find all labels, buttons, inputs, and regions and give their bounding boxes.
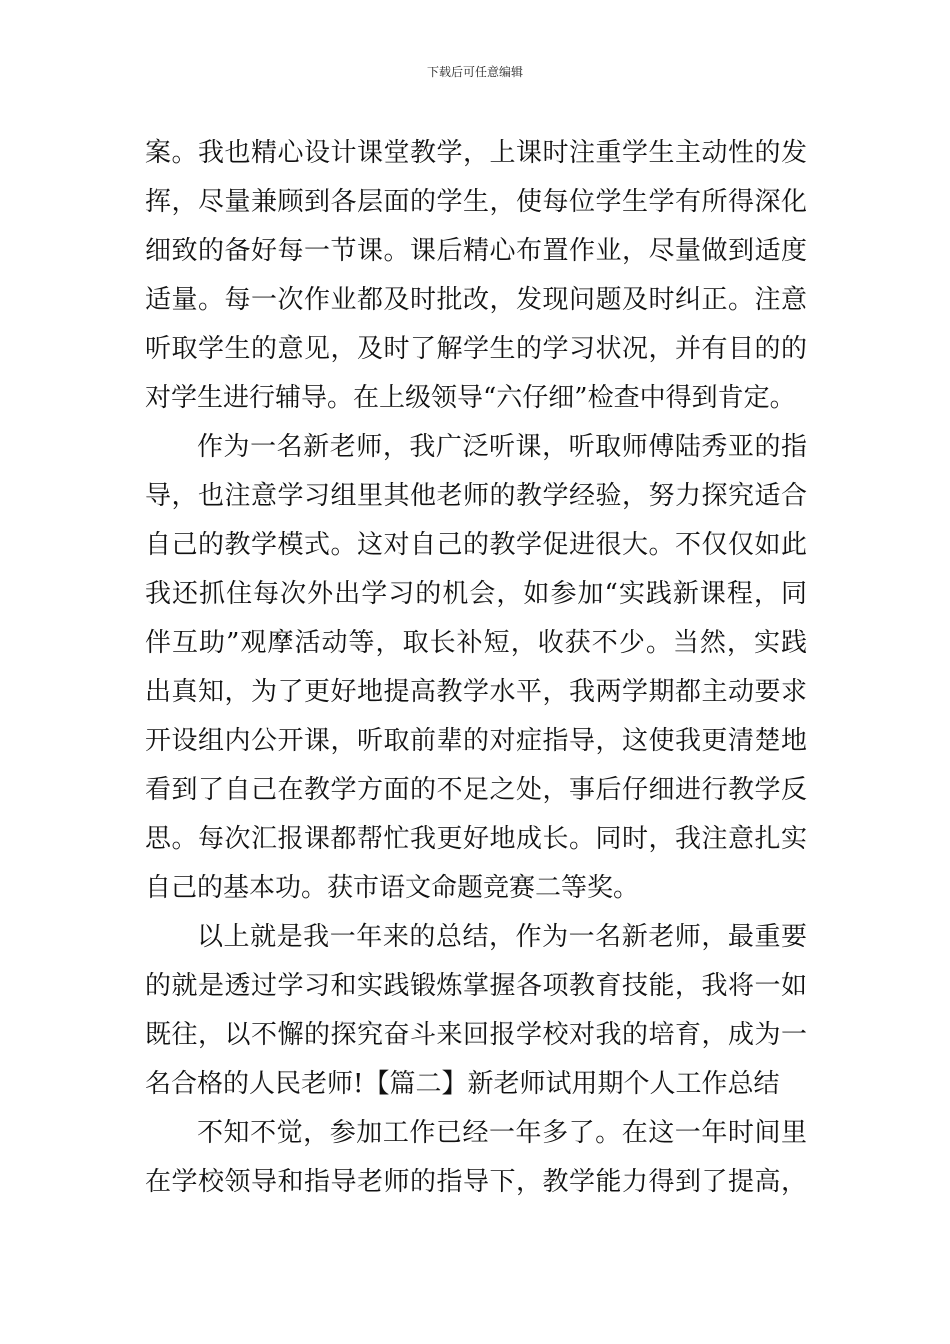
- text-line: 出真知，为了更好地提高教学水平，我两学期都主动要求: [145, 677, 807, 707]
- text-line: 名合格的人民老师!【篇二】新老师试用期个人工作总结: [145, 1069, 780, 1099]
- text-line: 导，也注意学习组里其他老师的教学经验，努力探究适合: [145, 481, 807, 511]
- text-line: 适量。每一次作业都及时批改，发现问题及时纠正。注意: [145, 285, 807, 315]
- text-line: 思。每次汇报课都帮忙我更好地成长。同时，我注意扎实: [145, 824, 807, 854]
- document-body: [145, 129, 807, 1207]
- text-line: 的就是透过学习和实践锻炼掌握各项教育技能，我将一如: [145, 971, 807, 1001]
- text-line: 听取学生的意见，及时了解学生的学习状况，并有目的的: [145, 334, 807, 364]
- page-header: 下载后可任意编辑: [426, 65, 523, 79]
- text-line: 自己的教学模式。这对自己的教学促进很大。不仅仅如此: [145, 530, 807, 560]
- paragraph-start-line: 不知不觉，参加工作已经一年多了。在这一年时间里: [197, 1118, 807, 1148]
- paragraph-start-line: 以上就是我一年来的总结，作为一名新老师，最重要: [197, 922, 807, 952]
- text-line: 看到了自己在教学方面的不足之处，事后仔细进行教学反: [145, 775, 807, 805]
- text-line: 案。我也精心设计课堂教学，上课时注重学生主动性的发: [145, 138, 807, 168]
- text-line: 伴互助”观摩活动等，取长补短，收获不少。当然，实践: [145, 628, 807, 658]
- text-line: 细致的备好每一节课。课后精心布置作业，尽量做到适度: [145, 236, 807, 266]
- text-line: 对学生进行辅导。在上级领导“六仔细”检查中得到肯定。: [145, 383, 796, 413]
- text-line: 开设组内公开课，听取前辈的对症指导，这使我更清楚地: [145, 726, 807, 756]
- text-line: 我还抓住每次外出学习的机会，如参加“实践新课程，同: [145, 579, 807, 609]
- text-line: 自己的基本功。获市语文命题竞赛二等奖。: [145, 873, 640, 903]
- text-line: 在学校领导和指导老师的指导下，教学能力得到了提高，: [145, 1167, 807, 1197]
- text-line: 挥，尽量兼顾到各层面的学生，使每位学生学有所得深化: [145, 187, 807, 217]
- paragraph-start-line: 作为一名新老师，我广泛听课，听取师傅陆秀亚的指: [197, 432, 807, 462]
- text-line: 既往，以不懈的探究奋斗来回报学校对我的培育，成为一: [145, 1020, 807, 1050]
